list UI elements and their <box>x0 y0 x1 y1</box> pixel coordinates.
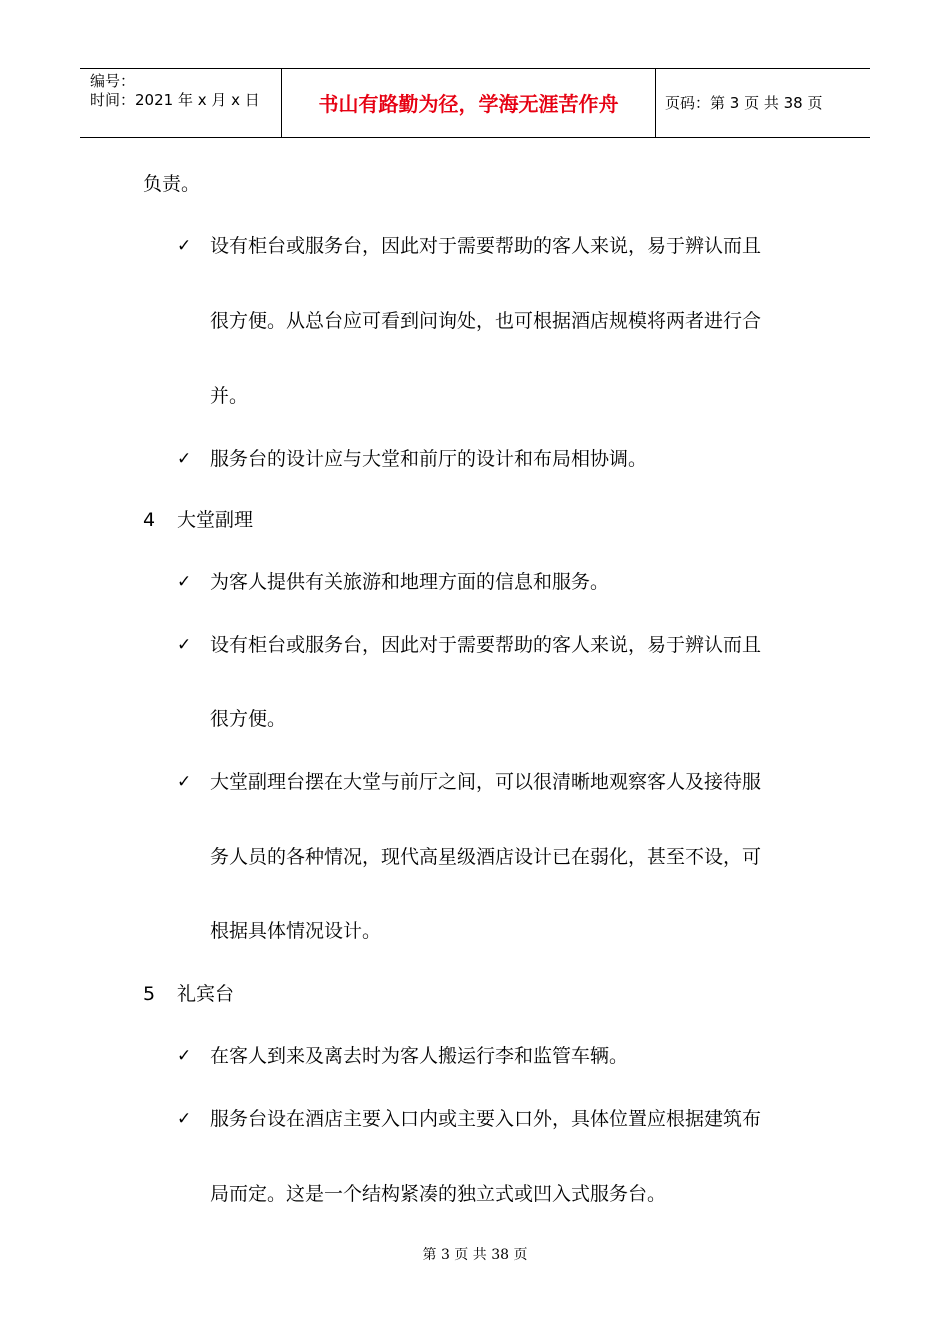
document-id-label: 编号： <box>90 72 136 90</box>
header-page-cell <box>655 69 870 137</box>
section-number: 4 <box>143 509 156 531</box>
bullet-text-line: 设有柜台或服务台，因此对于需要帮助的客人来说，易于辨认而且 <box>210 634 762 656</box>
paragraph-line: 负责。 <box>143 173 201 195</box>
bullet-text-line: 并。 <box>210 385 249 407</box>
bullet-text-line: 很方便。从总台应可看到问询处，也可根据酒店规模将两者进行合 <box>210 310 762 332</box>
check-bullet-icon: ✓ <box>177 236 192 256</box>
page-footer: 第 3 页 共 38 页 <box>422 1247 528 1263</box>
header-meta-cell <box>80 69 281 137</box>
section-heading: 大堂副理 <box>177 509 254 531</box>
header-page-number: 页码：第 3 页 共 38 页 <box>665 94 823 112</box>
bullet-text-line: 根据具体情况设计。 <box>210 920 382 942</box>
check-bullet-icon: ✓ <box>177 572 192 592</box>
document-header <box>80 68 870 138</box>
header-motto-cell <box>281 69 656 137</box>
bullet-text-line: 很方便。 <box>210 708 287 730</box>
bullet-text-line: 务人员的各种情况，现代高星级酒店设计已在弱化，甚至不设，可 <box>210 846 762 868</box>
check-bullet-icon: ✓ <box>177 1046 192 1066</box>
check-bullet-icon: ✓ <box>177 635 192 655</box>
bullet-text-line: 服务台设在酒店主要入口内或主要入口外，具体位置应根据建筑布 <box>210 1108 762 1130</box>
check-bullet-icon: ✓ <box>177 772 192 792</box>
section-heading: 礼宾台 <box>177 983 235 1005</box>
check-bullet-icon: ✓ <box>177 1109 192 1129</box>
bullet-text-line: 大堂副理台摆在大堂与前厅之间，可以很清晰地观察客人及接待服 <box>210 771 762 793</box>
check-bullet-icon: ✓ <box>177 449 192 469</box>
bullet-text-line: 服务台的设计应与大堂和前厅的设计和布局相协调。 <box>210 448 648 470</box>
bullet-text-line: 在客人到来及离去时为客人搬运行李和监管车辆。 <box>210 1045 629 1067</box>
bullet-text-line: 局而定。这是一个结构紧凑的独立式或凹入式服务台。 <box>210 1183 667 1205</box>
bullet-text-line: 设有柜台或服务台，因此对于需要帮助的客人来说，易于辨认而且 <box>210 235 762 257</box>
document-time-label: 时间：2021 年 x 月 x 日 <box>90 91 260 109</box>
section-number: 5 <box>143 983 156 1005</box>
bullet-text-line: 为客人提供有关旅游和地理方面的信息和服务。 <box>210 571 610 593</box>
header-motto: 书山有路勤为径，学海无涯苦作舟 <box>318 92 619 116</box>
